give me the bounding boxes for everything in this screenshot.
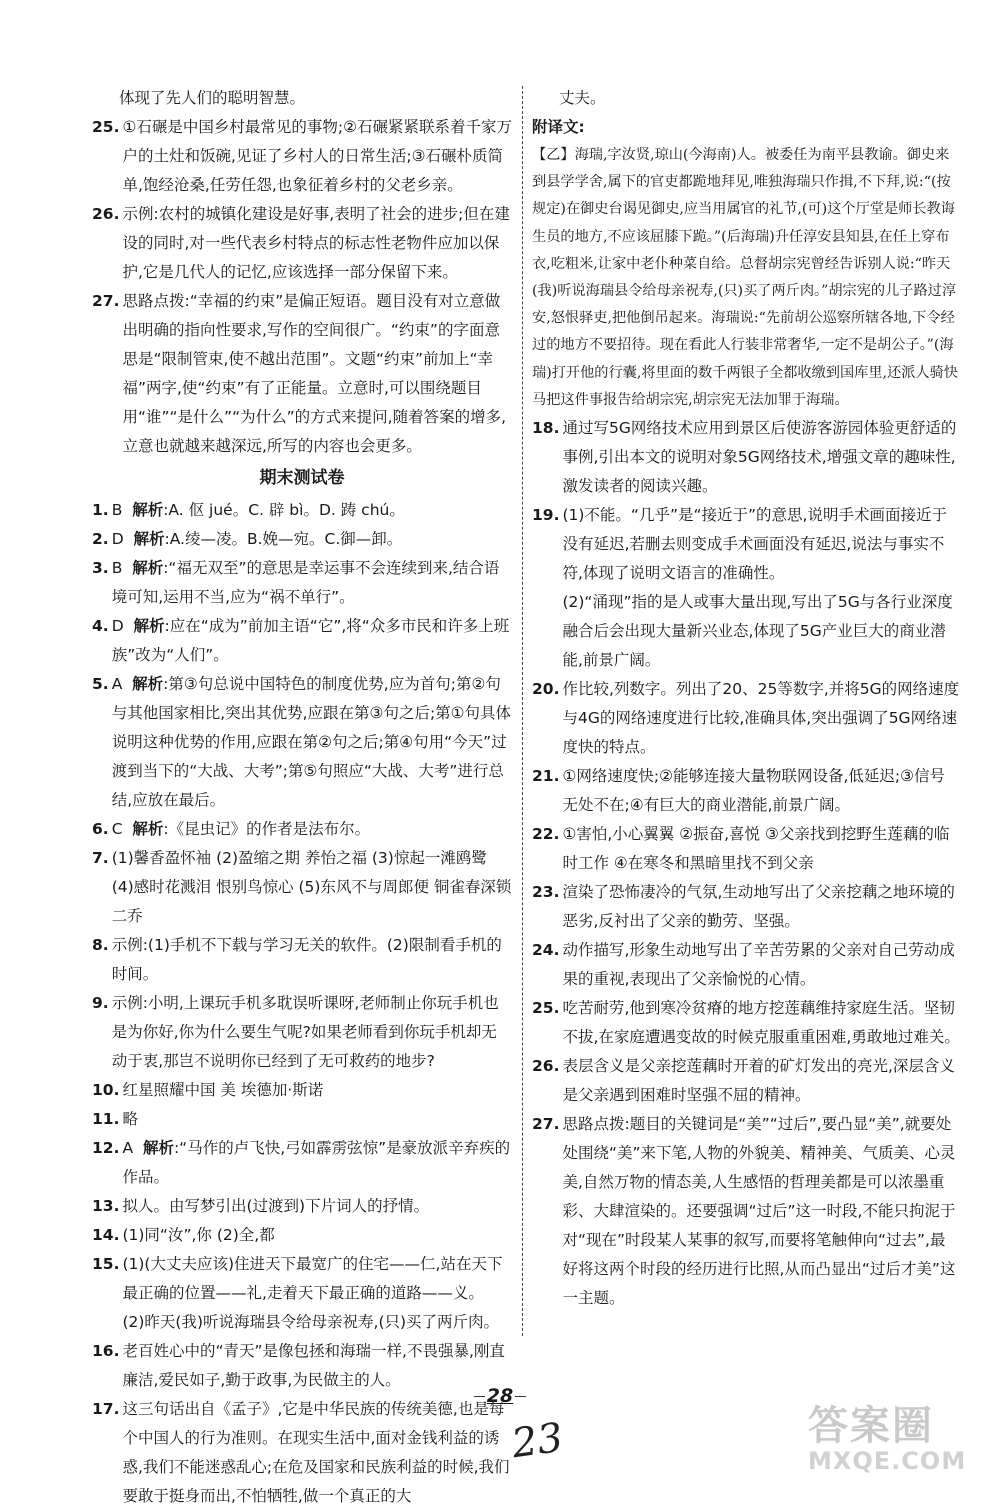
- answer-text: ①害怕,小心翼翼 ②振奋,喜悦 ③父亲找到挖野生莲藕的临时工作 ④在寒冬和黑暗里找不到父亲: [562, 825, 950, 873]
- answer-7: [92, 844, 512, 931]
- answer-5: [92, 670, 512, 815]
- column-divider: [522, 86, 523, 1336]
- answer-number: 23.: [532, 883, 560, 902]
- answer-number: 3.: [92, 559, 109, 577]
- answer-text: 拟人。由写梦引出(过渡到)下片词人的抒情。: [122, 1197, 430, 1215]
- page-number-value: 28: [486, 1385, 514, 1407]
- answer-3: [92, 554, 512, 612]
- answer-14: [92, 1221, 512, 1250]
- answer-16: [92, 1337, 512, 1395]
- answer-choice: C: [111, 820, 123, 838]
- answer-number: 18.: [532, 419, 560, 438]
- answer-15: [92, 1250, 512, 1337]
- answer-8: [92, 931, 512, 989]
- answer-number: 12.: [92, 1139, 120, 1157]
- answer-25: [532, 994, 960, 1052]
- answer-text: (1)(大丈夫应该)住进天下最宽广的住宅——仁,站在天下最正确的位置——礼,走着天下最正确的道路——义。: [122, 1255, 503, 1302]
- answer-17: [92, 1395, 512, 1511]
- answer-text: (1)不能。“几乎”是“接近于”的意思,说明手术画面接近于没有延迟,若删去则变成手术画面没有延迟,说法与事实不符,体现了说明文语言的准确性。: [562, 506, 947, 583]
- answer-number: 1.: [92, 501, 109, 519]
- answer-18: [532, 414, 960, 501]
- answer-text: 红星照耀中国 美 埃德加·斯诺: [122, 1081, 324, 1099]
- answer-text: 老百姓心中的“青天”是像包拯和海瑞一样,不畏强暴,刚直廉洁,爱民如子,勤于政事,为民做主的人。: [122, 1342, 505, 1389]
- answer-11: [92, 1105, 512, 1134]
- answer-2: [92, 525, 512, 554]
- answer-text: :“马作的卢飞快,弓如霹雳弦惊”是豪放派辛弃疾的作品。: [122, 1139, 511, 1186]
- answer-21: [532, 762, 960, 820]
- answer-27: [532, 1110, 960, 1313]
- answer-6: [92, 815, 512, 844]
- answer-text: 动作描写,形象生动地写出了辛苦劳累的父亲对自己劳动成果的重视,表现出了父亲愉悦的心情。: [562, 941, 955, 989]
- answer-number: 19.: [532, 506, 560, 525]
- right-column: [532, 84, 960, 1313]
- answer-number: 22.: [532, 825, 560, 844]
- answer-text: :“福无双至”的意思是幸运事不会连续到来,结合语境可知,运用不当,应为“祸不单行”。: [111, 559, 500, 606]
- answer-26: [92, 200, 512, 287]
- appendix-label: 附译文:: [532, 118, 585, 136]
- answer-number: 27.: [92, 292, 120, 310]
- appendix-translation: 【乙】海瑞,字汝贤,琼山(今海南)人。被委任为南平县教谕。御史来到县学学舍,属下的官吏都跪地拜见,唯独海瑞只作揖,不下拜,说:“(按规定)在御史台谒见御史,应当用属官的礼节,(可)这个厅堂是师长教诲生员的地方,不应该屈膝下跪。”(后海瑞)升任淳安县知县,在任上穿布衣,吃粗米,让家中老仆种菜自给。总督胡宗宪曾经告诉别人说:“昨天(我)听说海瑞县令给母亲祝寿,(只)买了两斤肉。”胡宗宪的儿子路过淳安,怒恨驿吏,把他倒吊起来。海瑞说:“先前胡公巡察所辖各地,下令经过的地方不要招待。现在看此人行装非常奢华,一定不是胡公子。”(海瑞)打开他的行囊,将里面的数千两银子全都收缴到国库里,还派人骑快马把这件事报告给胡宗宪,胡宗宪无法加罪于海瑞。: [532, 147, 958, 408]
- answer-26: [532, 1052, 960, 1110]
- answer-text: ①石碾是中国乡村最常见的事物;②石碾紧紧联系着千家万户的土灶和饭碗,见证了乡村人的日常生活;③石碾朴质简单,饱经沧桑,任劳任怨,也象征着乡村的父老乡亲。: [122, 118, 512, 194]
- page-number-rule-left: [474, 1396, 485, 1397]
- answer-4: [92, 612, 512, 670]
- answer-text: (1)同“汝”,你 (2)全,都: [122, 1226, 275, 1244]
- handwritten-number: 23: [509, 1414, 566, 1468]
- answer-text: 思路点拨:题目的关键词是“美”“过后”,要凸显“美”,就要处处围绕“美”来下笔,人物的外貌美、精神美、气质美、心灵美,自然万物的情态美,人生感悟的哲理美都是可以浓墨重彩、大肆渲染的。还要强调“过后”这一时段,不能只拘泥于对“现在”时段某人某事的叙写,而要将笔触伸向“过去”,最好将这两个时段的经历进行比照,从而凸显出“过后才美”这一主题。: [562, 1115, 956, 1308]
- answer-text: :应在“成为”前加主语“它”,将“众多市民和许多上班族”改为“人们”。: [111, 617, 510, 664]
- answer-text: 思路点拨:“幸福的约束”是偏正短语。题目没有对立意做出明确的指向性要求,写作的空间很广。“约束”的字面意思是“限制管束,使不越出范围”。文题“约束”前加上“幸福”两字,使“约束”有了正能量。立意时,可以围绕题目用“谁”“是什么”“为什么”的方式来提问,随着答案的增多,立意也就越来越深远,所写的内容也会更多。: [122, 292, 507, 455]
- page-number-rule-right: [515, 1396, 526, 1397]
- answer-number: 27.: [532, 1115, 560, 1134]
- answer-10: [92, 1076, 512, 1105]
- answer-number: 9.: [92, 994, 109, 1012]
- answer-number: 24.: [532, 941, 560, 960]
- section-title: 期末测试卷: [259, 468, 345, 488]
- answer-number: 11.: [92, 1110, 120, 1128]
- left-column: [92, 84, 512, 1511]
- answer-number: 17.: [92, 1400, 120, 1418]
- answer-choice: B: [111, 559, 123, 577]
- answer-number: 4.: [92, 617, 109, 635]
- answer-number: 25.: [532, 999, 560, 1018]
- answer-number: 15.: [92, 1255, 120, 1273]
- analysis-label: 解析: [132, 501, 164, 519]
- answer-choice: D: [111, 617, 124, 635]
- answer-19: [532, 501, 960, 675]
- answer-text: 通过写5G网络技术应用到景区后使游客游园体验更舒适的事例,引出本文的说明对象5G网络技术,增强文章的趣味性,激发读者的阅读兴趣。: [562, 419, 957, 496]
- watermark-url: MXQE.COM: [808, 1447, 967, 1475]
- answer-1: [92, 496, 512, 525]
- answer-number: 5.: [92, 675, 109, 693]
- answer-22: [532, 820, 960, 878]
- answer-text: 示例:小明,上课玩手机多耽误听课呀,老师制止你玩手机也是为你好,你为什么要生气呢?如果老师看到你玩手机却无动于衷,那岂不说明你已经到了无可救药的地步?: [111, 994, 499, 1070]
- answer-text-part2: (2)昨天(我)听说海瑞县令给母亲祝寿,(只)买了两斤肉。: [122, 1313, 500, 1331]
- continued-text: 体现了先人们的聪明智慧。: [119, 89, 306, 107]
- answer-text: :A.绫—凌。B.娩—宛。C.御—卸。: [164, 530, 403, 548]
- answer-number: 25.: [92, 118, 120, 136]
- answer-number: 26.: [532, 1057, 560, 1076]
- answer-27: [92, 287, 512, 461]
- answer-25: [92, 113, 512, 200]
- continued-text: 丈夫。: [559, 89, 606, 107]
- answer-text: 示例:(1)手机不下载与学习无关的软件。(2)限制看手机的时间。: [111, 936, 502, 983]
- answer-number: 14.: [92, 1226, 120, 1244]
- answer-24: [532, 936, 960, 994]
- watermark-logo: [808, 1404, 986, 1476]
- answer-text: 示例:农村的城镇化建设是好事,表明了社会的进步;但在建设的同时,对一些代表乡村特点的标志性老物件应加以保护,它是几代人的记忆,应该选择一部分保留下来。: [122, 205, 510, 281]
- answer-text: :第③句总说中国特色的制度优势,应为首句;第②句与其他国家相比,突出其优势,应跟在第③句之后;第①句具体说明这种优势的作用,应跟在第②句之后;第④句用“今天”过渡到当下的“大战、大考”;第⑤句照应“大战、大考”进行总结,应放在最后。: [111, 675, 512, 809]
- answer-text-part2: (2)“涌现”指的是人或事大量出现,写出了5G与各行业深度融合后会出现大量新兴业态,体现了5G产业巨大的商业潜能,前景广阔。: [562, 593, 953, 670]
- answer-text: :A. 伛 jué。C. 辟 bì。D. 踌 chú。: [163, 501, 405, 519]
- answer-choice: A: [111, 675, 123, 693]
- answer-text: ①网络速度快;②能够连接大量物联网设备,低延迟;③信号无处不在;④有巨大的商业潜能,前景广阔。: [562, 767, 946, 815]
- answer-text: (1)馨香盈怀袖 (2)盈缩之期 养怡之福 (3)惊起一滩鸥鹭 (4)感时花溅泪 恨别鸟惊心 (5)东风不与周郎便 铜雀春深锁二乔: [111, 849, 512, 925]
- answer-choice: D: [111, 530, 124, 548]
- page-number: [474, 1381, 526, 1411]
- answer-number: 7.: [92, 849, 109, 867]
- analysis-label: 解析: [132, 820, 164, 838]
- analysis-label: 解析: [132, 675, 164, 693]
- answer-13: [92, 1192, 512, 1221]
- answer-number: 13.: [92, 1197, 120, 1215]
- answer-text: :《昆虫记》的作者是法布尔。: [163, 820, 371, 838]
- answer-number: 26.: [92, 205, 120, 223]
- analysis-label: 解析: [133, 617, 165, 635]
- answer-choice: A: [122, 1139, 134, 1157]
- watermark-title: 答案圈: [808, 1403, 934, 1449]
- answer-number: 8.: [92, 936, 109, 954]
- answer-text: 渲染了恐怖凄冷的气氛,生动地写出了父亲挖藕之地环境的恶劣,反衬出了父亲的勤劳、坚强。: [562, 883, 955, 931]
- answer-text: 作比较,列数字。列出了20、25等数字,并将5G的网络速度与4G的网络速度进行比较,准确具体,突出强调了5G网络速度快的特点。: [562, 680, 960, 757]
- answer-9: [92, 989, 512, 1076]
- answer-23: [532, 878, 960, 936]
- answer-text: 表层含义是父亲挖莲藕时开着的矿灯发出的亮光,深层含义是父亲遇到困难时坚强不屈的精神。: [562, 1057, 955, 1105]
- answer-number: 6.: [92, 820, 109, 838]
- answer-text: 吃苦耐劳,他到寒冷贫瘠的地方挖莲藕维持家庭生活。坚韧不拔,在家庭遭遇变故的时候克服重重困难,勇敢地过难关。: [562, 999, 960, 1047]
- analysis-label: 解析: [133, 530, 165, 548]
- analysis-label: 解析: [132, 559, 164, 577]
- answer-number: 20.: [532, 680, 560, 699]
- analysis-label: 解析: [142, 1139, 174, 1157]
- answer-20: [532, 675, 960, 762]
- answer-text: 略: [122, 1110, 138, 1128]
- answer-number: 21.: [532, 767, 560, 786]
- answer-number: 2.: [92, 530, 109, 548]
- answer-number: 16.: [92, 1342, 120, 1360]
- answer-12: [92, 1134, 512, 1192]
- answer-choice: B: [111, 501, 123, 519]
- answer-text: 这三句话出自《孟子》,它是中华民族的传统美德,也是每个中国人的行为准则。在现实生活中,面对金钱利益的诱惑,我们不能迷惑乱心;在危及国家和民族利益的时候,我们要敢于挺身而出,不怕牺牲,做一个真正的大: [122, 1400, 510, 1505]
- answer-number: 10.: [92, 1081, 120, 1099]
